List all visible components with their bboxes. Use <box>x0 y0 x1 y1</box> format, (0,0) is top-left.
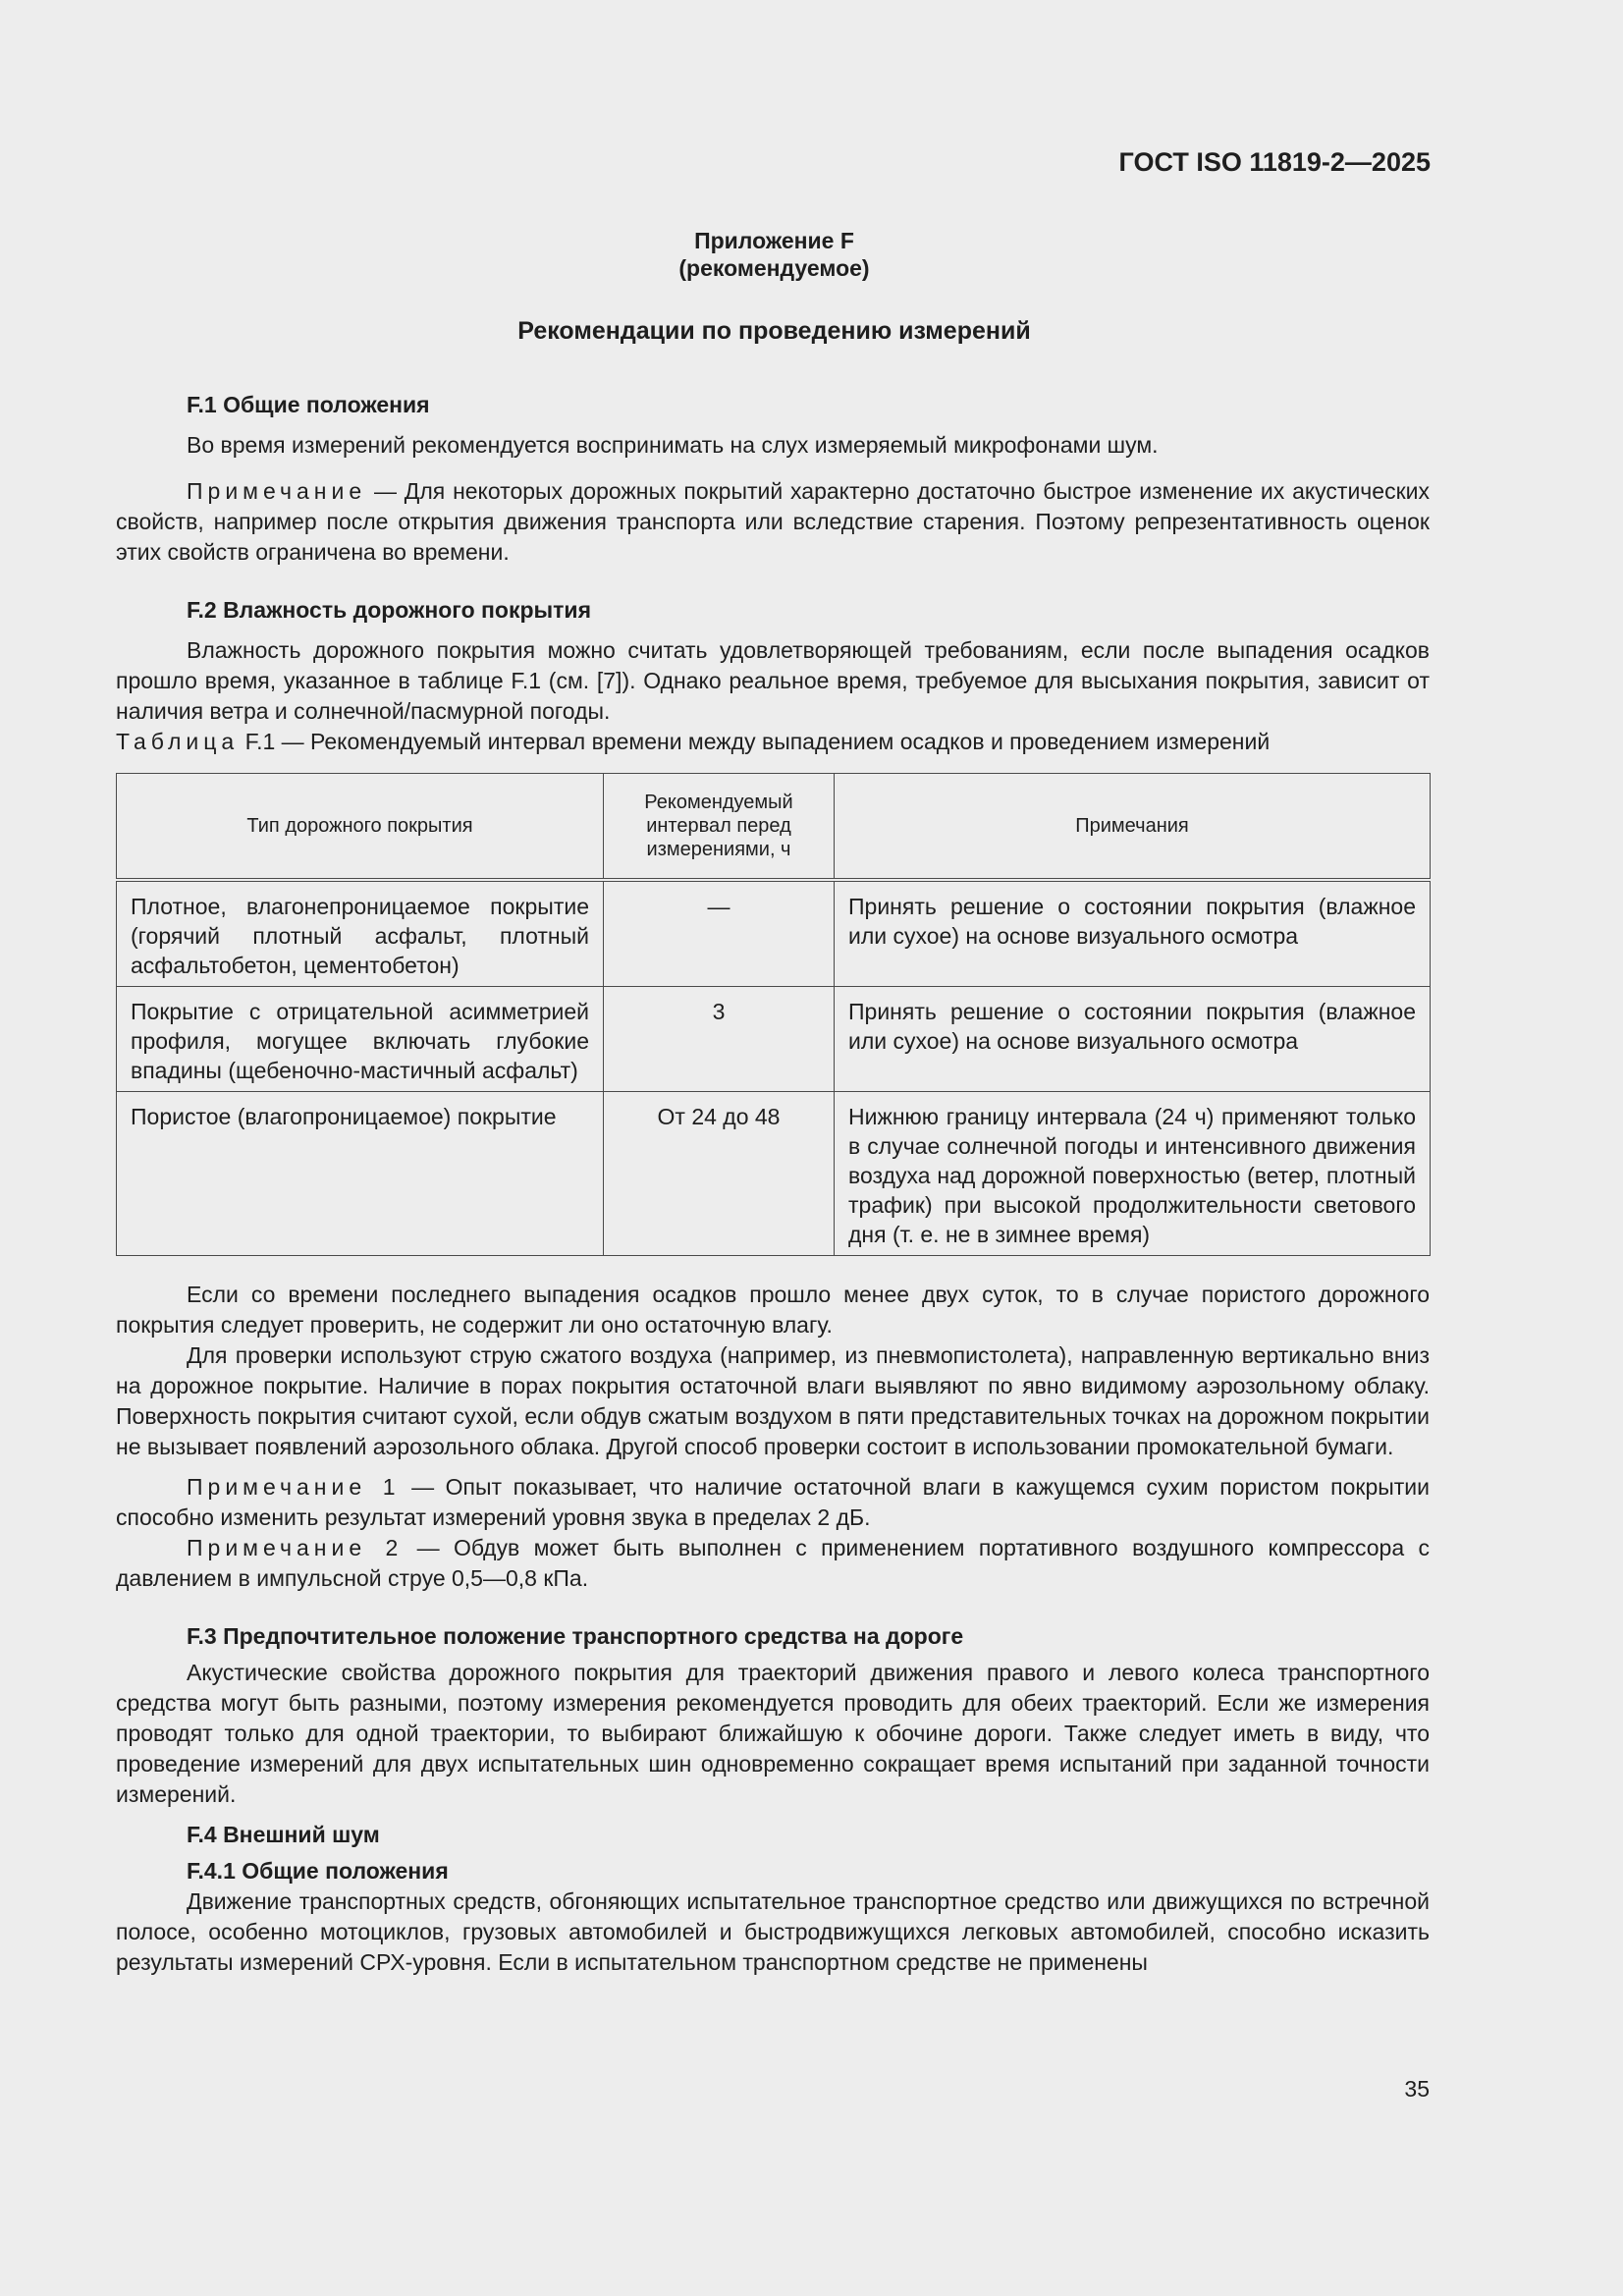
table-cell: 3 <box>604 987 835 1092</box>
note-label: Примечание <box>187 478 367 504</box>
drying-interval-table <box>116 773 1431 1256</box>
table-caption-text: F.1 — Рекомендуемый интервал времени между выпадением осадков и проведением измерений <box>244 729 1271 754</box>
document-body <box>116 390 1430 1978</box>
section-f41-heading: F.4.1 Общие положения <box>187 1858 449 1884</box>
annex-title-block <box>0 227 1548 282</box>
table-caption <box>116 727 1430 757</box>
section-f2-heading: F.2 Влажность дорожного покрытия <box>187 597 591 623</box>
note-label: Примечание 1 <box>187 1474 401 1500</box>
section-f2-paragraph-3: Для проверки используют струю сжатого воздуха (например, из пневмопистолета), направленную вертикально вниз на дорожное покрытие. Наличие в порах покрытия остаточной влаги выявляют по явно видимому аэрозольному облаку. Поверхность покрытия считают сухой, если обдув сжатым воздухом в пяти представительных точках на дорожном покрытии не вызывает появлений аэрозольного облака. Другой способ проверки состоит в использовании промокательной бумаги. <box>116 1342 1430 1459</box>
section-f2-paragraph: Влажность дорожного покрытия можно считать удовлетворяющей требованиям, если после выпадения осадков прошло время, указанное в таблице F.1 (см. [7]). Однако реальное время, требуемое для высыхания покрытия, зависит от наличия ветра и солнечной/пасмурной погоды. <box>116 637 1430 724</box>
table-cell: Нижнюю границу интервала (24 ч) применяют только в случае солнечной погоды и интенсивного движения воздуха над дорожной поверхностью (ветер, плотный трафик) при высокой продолжительности светового дня (т. е. не в зимнее время) <box>835 1092 1431 1256</box>
section-f1-heading: F.1 Общие положения <box>187 392 430 417</box>
table-header-row <box>117 774 1431 881</box>
table-cell: От 24 до 48 <box>604 1092 835 1256</box>
section-f2-note-1 <box>116 1472 1430 1533</box>
table-cell: — <box>604 880 835 987</box>
table-header-cell: Рекомендуемый интервал перед измерениями, ч <box>604 774 835 881</box>
table-cell: Плотное, влагонепроницаемое покрытие (горячий плотный асфальт, плотный асфальтобетон, цементобетон) <box>117 880 604 987</box>
section-f2-paragraph-2: Если со времени последнего выпадения осадков прошло менее двух суток, то в случае пористого дорожного покрытия следует проверить, не содержит ли оно остаточную влагу. <box>116 1282 1430 1338</box>
table-cell: Принять решение о состоянии покрытия (влажное или сухое) на основе визуального осмотра <box>835 880 1431 987</box>
table-cell: Принять решение о состоянии покрытия (влажное или сухое) на основе визуального осмотра <box>835 987 1431 1092</box>
page-number: 35 <box>1404 2076 1430 2102</box>
table-cell: Покрытие с отрицательной асимметрией профиля, могущее включать глубокие впадины (щебеночно-мастичный асфальт) <box>117 987 604 1092</box>
section-f1-note <box>116 476 1430 568</box>
section-f41-paragraph: Движение транспортных средств, обгоняющих испытательное транспортное средство или движущихся по встречной полосе, особенно мотоциклов, грузовых автомобилей и быстродвижущихся легковых автомобилей, способно исказить результаты измерений СРХ-уровня. Если в испытательном транспортном средстве не применены <box>116 1888 1430 1975</box>
section-f4-heading: F.4 Внешний шум <box>187 1822 380 1847</box>
document-code: ГОСТ ISO 11819-2—2025 <box>1118 147 1431 177</box>
section-f3-heading: F.3 Предпочтительное положение транспортного средства на дороге <box>187 1623 964 1649</box>
table-header-cell: Примечания <box>835 774 1431 881</box>
annex-title: Приложение F <box>694 228 854 253</box>
note-text: — Для некоторых дорожных покрытий характерно достаточно быстрое изменение их акустических свойств, например после открытия движения транспорта или вследствие старения. Поэтому репрезентативность оценок этих свойств ограничена во времени. <box>116 478 1430 565</box>
section-f2-note-2 <box>116 1533 1430 1594</box>
table-cell: Пористое (влагопроницаемое) покрытие <box>117 1092 604 1256</box>
table-caption-label: Таблица <box>116 729 240 754</box>
section-f1-paragraph: Во время измерений рекомендуется воспринимать на слух измеряемый микрофонами шум. <box>187 432 1159 458</box>
section-f3-paragraph: Акустические свойства дорожного покрытия для траекторий движения правого и левого колеса транспортного средства могут быть разными, поэтому измерения рекомендуется проводить для обеих траекторий. Если же измерения проводят только для одной траектории, то выбирают ближайшую к обочине дороги. Также следует иметь в виду, что проведение измерений для двух испытательных шин одновременно сокращает время испытаний при заданной точности измерений. <box>116 1660 1430 1807</box>
table-row <box>117 880 1431 987</box>
table-row <box>117 987 1431 1092</box>
note-text: — Обдув может быть выполнен с применением портативного воздушного компрессора с давлением в импульсной струе 0,5—0,8 кПа. <box>116 1535 1430 1591</box>
annex-heading: Рекомендации по проведению измерений <box>517 317 1031 345</box>
note-text: — Опыт показывает, что наличие остаточной влаги в кажущемся сухим пористом покрытии способно изменить результат измерений уровня звука в пределах 2 дБ. <box>116 1474 1430 1530</box>
table-row <box>117 1092 1431 1256</box>
table-header-cell: Тип дорожного покрытия <box>117 774 604 881</box>
note-label: Примечание 2 <box>187 1535 404 1560</box>
annex-status: (рекомендуемое) <box>678 255 870 281</box>
